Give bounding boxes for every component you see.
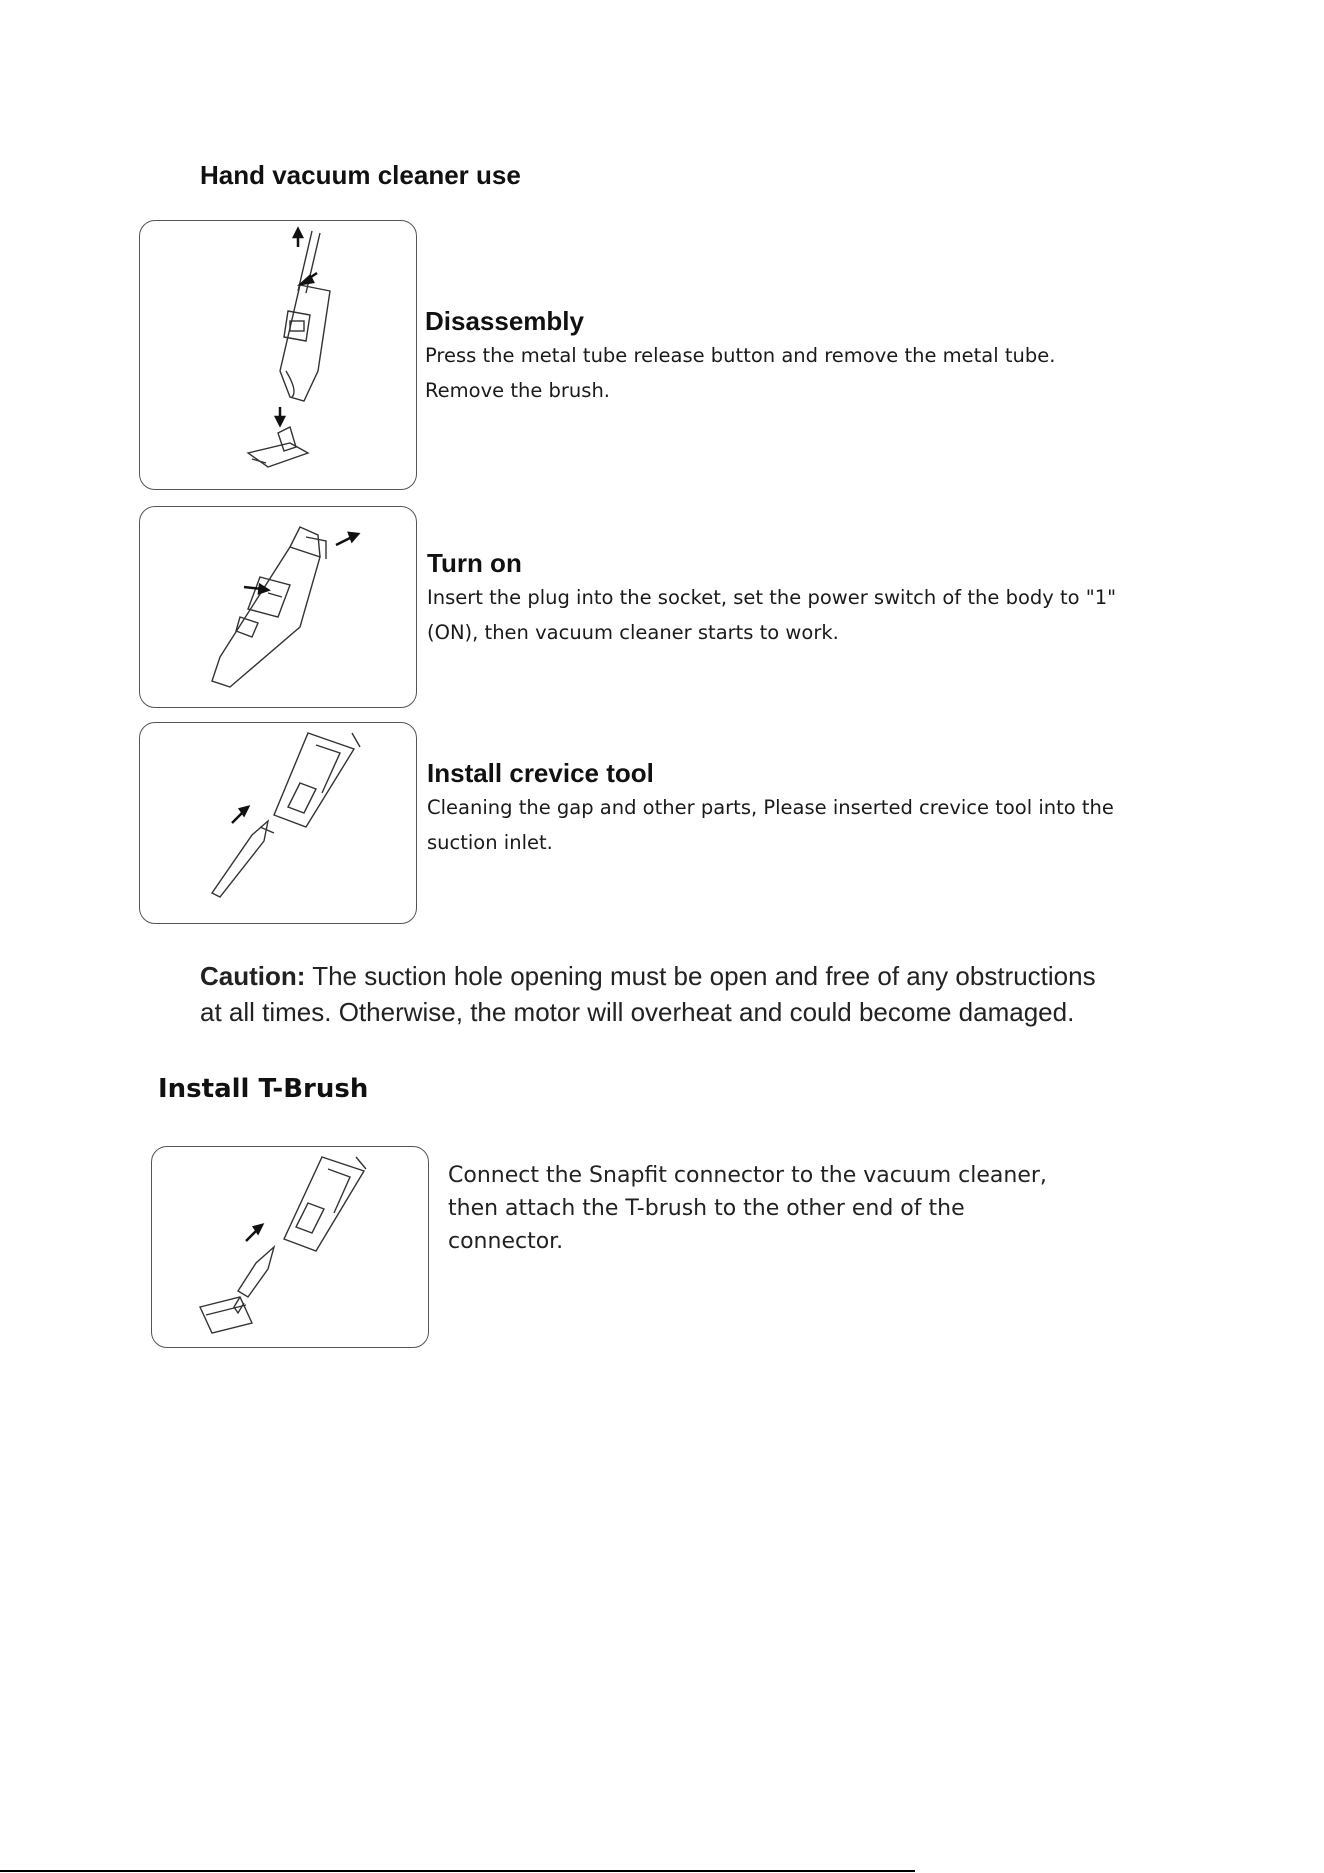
caution-label: Caution: <box>200 961 306 991</box>
step-description-line: Insert the plug into the socket, set the power switch of the body to "1" <box>427 586 1117 609</box>
step-title: Install crevice tool <box>427 758 654 788</box>
step-title: Disassembly <box>425 306 584 336</box>
t-brush-description-line: Connect the Snapfit connector to the vacuum cleaner, <box>448 1163 1047 1188</box>
section-heading: Install T-Brush <box>158 1074 369 1104</box>
crevice-tool-illustration-icon <box>140 723 416 923</box>
disassembly-figure <box>139 220 417 490</box>
page-heading: Hand vacuum cleaner use <box>200 160 521 190</box>
step-description <box>427 790 1114 860</box>
step-description-line: Press the metal tube release button and remove the metal tube. <box>425 344 1056 367</box>
step-description <box>425 338 1055 408</box>
caution-note <box>200 958 1096 1030</box>
crevice-tool-figure <box>139 722 417 924</box>
disassembly-illustration-icon <box>140 221 416 489</box>
t-brush-figure <box>151 1146 429 1348</box>
caution-text: The suction hole opening must be open and free of any obstructions <box>312 961 1096 991</box>
step-description <box>427 580 1116 650</box>
t-brush-description-line: connector. <box>448 1229 564 1254</box>
t-brush-description-line: then attach the T-brush to the other end of the <box>448 1196 965 1221</box>
step-description-line: Remove the brush. <box>425 379 611 402</box>
step-description-line: Cleaning the gap and other parts, Please inserted crevice tool into the <box>427 796 1114 819</box>
step-description-line: (ON), then vacuum cleaner starts to work. <box>427 621 839 644</box>
bottom-rule <box>0 1870 915 1872</box>
t-brush-illustration-icon <box>152 1147 428 1347</box>
step-title: Turn on <box>427 548 522 578</box>
turn-on-illustration-icon <box>140 507 416 707</box>
turn-on-figure <box>139 506 417 708</box>
caution-text: at all times. Otherwise, the motor will overheat and could become damaged. <box>200 997 1075 1027</box>
step-description-line: suction inlet. <box>427 831 553 854</box>
t-brush-description <box>448 1159 1047 1258</box>
